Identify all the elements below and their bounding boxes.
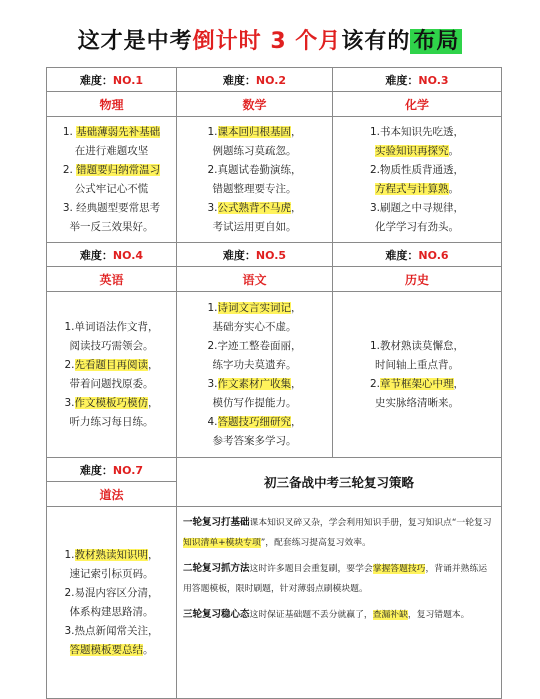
content-line (47, 413, 176, 432)
line-text: 2.物质性质背通透， (369, 163, 465, 176)
line-highlight: 错题要归纳常温习 (76, 163, 161, 176)
line-text: 例题练习莫疏忽。 (212, 144, 297, 157)
content-line (47, 318, 176, 337)
line-text: 体系构建思路清。 (69, 605, 154, 618)
content-line (177, 218, 332, 237)
line-text: ， (291, 201, 302, 214)
line-text: 速记索引标页码。 (69, 567, 154, 580)
level-prefix: 难度： (79, 73, 113, 87)
subject-chemistry: 化学 (333, 92, 502, 117)
study-plan-table (46, 67, 502, 699)
level-cell-2 (177, 68, 333, 92)
line-highlight: 答题模板要总结 (69, 643, 143, 656)
level-prefix: 难度： (222, 73, 256, 87)
content-line (47, 337, 176, 356)
line-text: 1. (207, 301, 218, 314)
content-line (177, 356, 332, 375)
content-line (177, 375, 332, 394)
title-part1: 这才是中考 (77, 29, 193, 54)
line-text: 在进行难题攻坚 (74, 144, 149, 157)
page-title (0, 24, 540, 55)
content-line (177, 413, 332, 432)
level-cell-4 (47, 243, 177, 267)
content-line (47, 375, 176, 394)
line-text: 带着问题找原委。 (69, 377, 154, 390)
content-line (47, 218, 176, 237)
content-math (177, 117, 333, 243)
level-cell-3 (333, 68, 502, 92)
line-text: 2.字迹工整卷面丽， (207, 339, 302, 352)
level-value: NO.7 (112, 463, 144, 477)
content-line (47, 161, 176, 180)
level-cell-5 (177, 243, 333, 267)
line-text: 3. (64, 396, 75, 409)
content-line (177, 142, 332, 161)
content-line (177, 199, 332, 218)
line-text: ， (291, 377, 302, 390)
line-text: ， (291, 301, 302, 314)
level-cell-1 (47, 68, 177, 92)
line-text: ， (453, 377, 465, 390)
content-line (47, 546, 176, 565)
line-highlight: 答题技巧细研究 (217, 415, 292, 428)
content-line (177, 161, 332, 180)
round-label: 三轮复习稳心态 (183, 609, 250, 620)
line-highlight: 基础薄弱先补基础 (76, 125, 161, 138)
title-part3: 该有的 (341, 29, 411, 54)
line-text: 基础夯实心不虚。 (212, 320, 297, 333)
content-line (47, 641, 176, 660)
round-text: ”，配套练习提高复习效率。 (260, 538, 371, 548)
line-text: ， (291, 125, 302, 138)
line-text: 。 (448, 182, 459, 195)
line-text: 3. 经典题型要常思考 (62, 201, 161, 214)
line-text: 4. (207, 415, 218, 428)
line-text: 时间轴上重点背。 (375, 358, 459, 371)
content-line (333, 375, 501, 394)
line-text: 公式牢记心不慌 (74, 182, 149, 195)
content-chinese (177, 292, 333, 458)
content-history (333, 292, 502, 458)
level-value: NO.1 (112, 73, 144, 87)
line-text: 。 (448, 144, 459, 157)
level-cell-6 (333, 243, 502, 267)
title-part4: 布局 (410, 29, 462, 54)
content-line (47, 356, 176, 375)
content-line (47, 622, 176, 641)
line-highlight: 作文素材广收集 (217, 377, 292, 390)
content-line (333, 199, 501, 218)
strategy-content (177, 507, 502, 699)
content-line (177, 318, 332, 337)
content-line (333, 161, 501, 180)
round-text: 这时许多题目会重复刷，要学会 (249, 564, 373, 574)
content-line (47, 565, 176, 584)
line-text: 。 (143, 643, 154, 656)
content-english (47, 292, 177, 458)
line-text: ， (148, 358, 159, 371)
line-highlight: 实验知识再探究 (375, 144, 449, 157)
line-text: ， (148, 396, 159, 409)
line-highlight: 章节框架心中理 (380, 377, 454, 390)
content-line (333, 356, 501, 375)
content-physics (47, 117, 177, 243)
content-line (177, 432, 332, 451)
subject-math: 数学 (177, 92, 333, 117)
line-text: 2. (369, 377, 381, 390)
line-text: 3.热点新闻常关注， (64, 624, 159, 637)
line-text: 1. (207, 125, 218, 138)
level-value: NO.5 (255, 248, 287, 262)
content-line (333, 394, 501, 413)
line-text: 3. (207, 201, 218, 214)
line-text: 举一反三效果好。 (69, 220, 154, 233)
line-text: ， (291, 415, 302, 428)
line-text: 1. (64, 548, 75, 561)
line-text: 2. (64, 358, 75, 371)
subject-chinese: 语文 (177, 267, 333, 292)
strategy-round-3 (183, 605, 495, 625)
subject-morality-law: 道法 (47, 482, 177, 507)
content-line (177, 123, 332, 142)
level-prefix: 难度： (385, 248, 419, 262)
strategy-round-1 (183, 513, 495, 553)
line-highlight: 课本回归根基固 (217, 125, 292, 138)
round-label: 二轮复习抓方法 (183, 563, 250, 574)
content-line (177, 394, 332, 413)
level-value: NO.4 (112, 248, 144, 262)
content-line (177, 180, 332, 199)
round-text: 课本知识叉碎又杂，学会利用知识手册，复习知识点“一轮复习 (249, 518, 492, 528)
line-text: 1.教材熟读莫懈怠， (369, 339, 465, 352)
line-text: 错题整理要专注。 (212, 182, 297, 195)
content-line (47, 123, 176, 142)
content-line (333, 337, 501, 356)
round-highlight: 知识清单+模块专项 (183, 538, 261, 548)
line-text: 化学学习有劲头。 (375, 220, 459, 233)
line-text: 2.真题试卷勤演练， (207, 163, 302, 176)
content-line (47, 584, 176, 603)
content-line (47, 180, 176, 199)
line-text: 1.单词语法作文背， (64, 320, 159, 333)
line-highlight: 诗词文言实词记 (217, 301, 292, 314)
line-text: 1.书本知识先吃透， (369, 125, 465, 138)
round-text: ，复习错题本。 (407, 610, 470, 620)
level-value: NO.2 (255, 73, 287, 87)
round-label: 一轮复习打基础 (183, 517, 250, 528)
round-highlight: 查漏补缺 (372, 610, 408, 620)
subject-history: 历史 (333, 267, 502, 292)
subject-english: 英语 (47, 267, 177, 292)
level-prefix: 难度： (79, 463, 113, 477)
line-text: 练字功夫莫遗弃。 (212, 358, 297, 371)
line-text: 听力练习每日练。 (69, 415, 154, 428)
line-text: 考试运用更自如。 (212, 220, 297, 233)
content-line (47, 603, 176, 622)
round-text: 这时保证基础题不丢分就赢了， (249, 610, 373, 620)
strategy-title: 初三备战中考三轮复习策略 (177, 458, 502, 507)
content-line (47, 199, 176, 218)
line-text: 2. (62, 163, 77, 176)
content-line (177, 337, 332, 356)
content-line (47, 394, 176, 413)
title-part2: 倒计时 3 个月 (192, 29, 342, 54)
line-text: 史实脉络清晰来。 (375, 396, 459, 409)
line-highlight: 先看题目再阅读 (74, 358, 149, 371)
content-line (333, 180, 501, 199)
line-text: 参考答案多学习。 (212, 434, 297, 447)
level-prefix: 难度： (79, 248, 113, 262)
content-line (333, 142, 501, 161)
content-line (333, 123, 501, 142)
line-highlight: 公式熟背不马虎 (217, 201, 292, 214)
content-chemistry (333, 117, 502, 243)
line-text: 1. (62, 125, 77, 138)
round-text: ，背诵并熟练运用答题模板，限时刷题，针对薄弱点刷模块题。 (183, 564, 488, 594)
line-text: 2.易混内容区分清， (64, 586, 159, 599)
line-text: 3.刷题之中寻规律， (369, 201, 465, 214)
strategy-round-2 (183, 559, 495, 599)
content-line (333, 218, 501, 237)
subject-physics: 物理 (47, 92, 177, 117)
line-text: ， (148, 548, 159, 561)
line-text: 3. (207, 377, 218, 390)
line-highlight: 方程式与计算熟 (375, 182, 449, 195)
round-highlight: 掌握答题技巧 (372, 564, 426, 574)
line-text: 阅读技巧需领会。 (69, 339, 154, 352)
line-highlight: 教材熟读知识明 (74, 548, 149, 561)
content-line (177, 299, 332, 318)
level-cell-7 (47, 458, 177, 482)
level-prefix: 难度： (222, 248, 256, 262)
level-value: NO.6 (418, 248, 449, 262)
level-prefix: 难度： (385, 73, 419, 87)
line-text: 模仿写作提能力。 (212, 396, 297, 409)
level-value: NO.3 (418, 73, 449, 87)
line-highlight: 作文模板巧模仿 (74, 396, 149, 409)
content-line (47, 142, 176, 161)
content-morality-law (47, 507, 177, 699)
